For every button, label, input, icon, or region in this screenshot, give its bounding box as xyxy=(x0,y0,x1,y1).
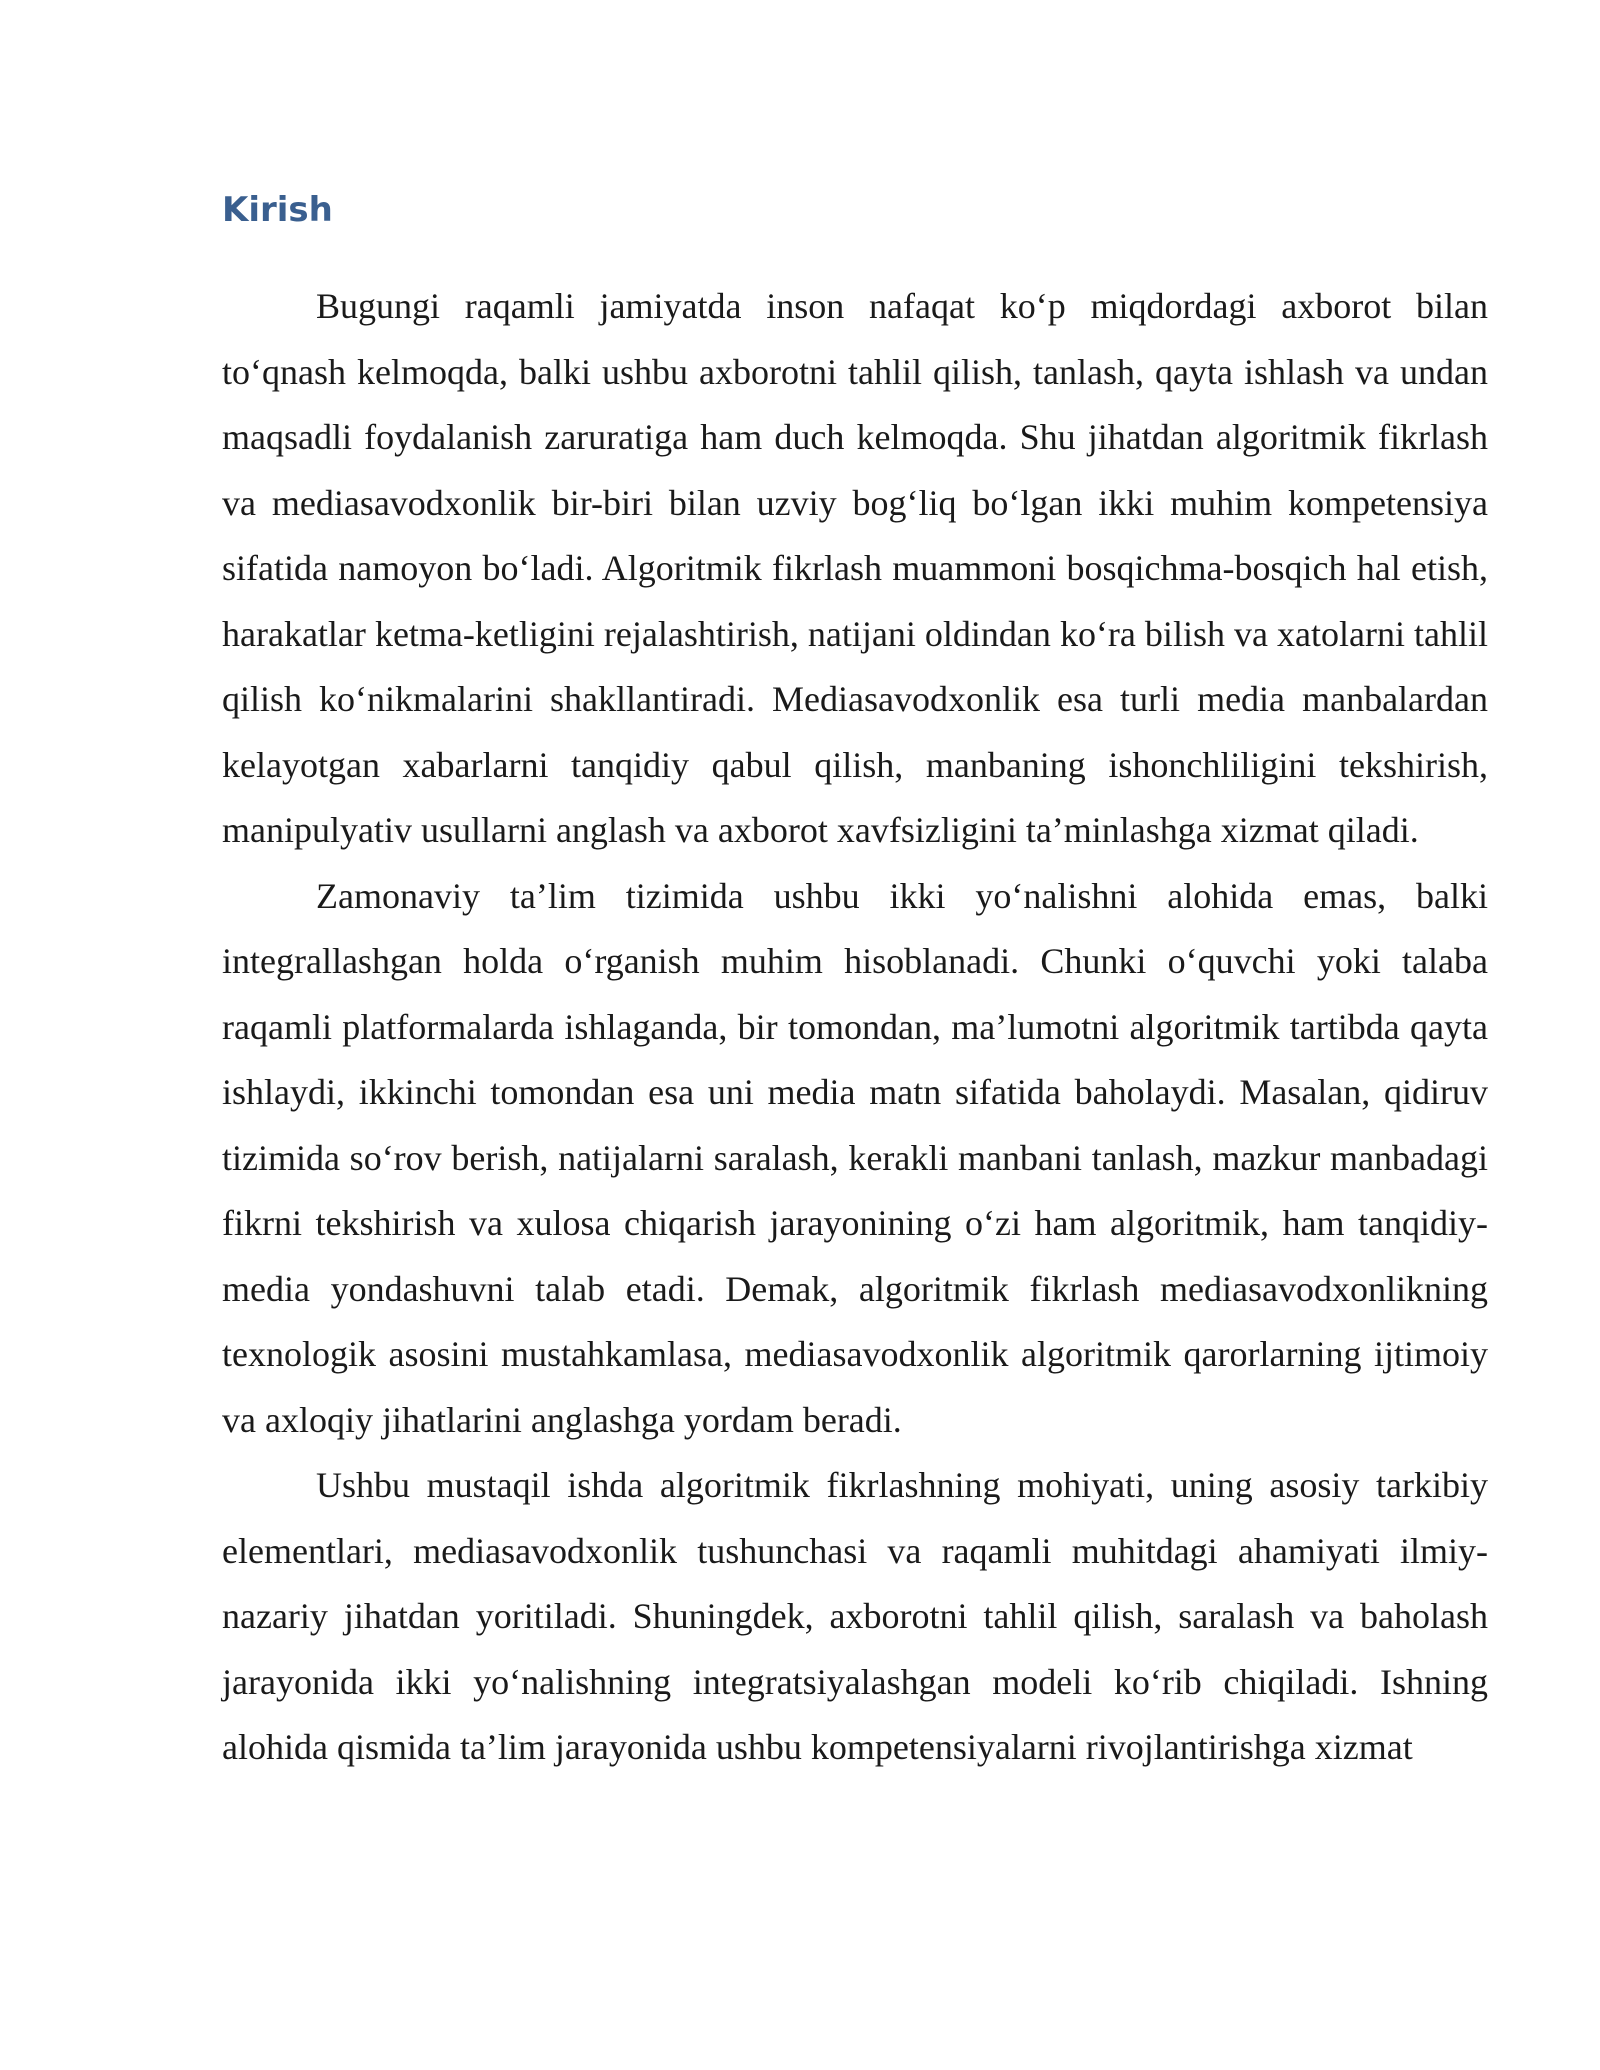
paragraph-2: Zamonaviy ta’lim tizimida ushbu ikki yo‘nalishni alohida emas, balki integrallashgan holda o‘rganish muhim hisoblanadi. Chunki o‘quvchi yoki talaba raqamli platformalarda ishlaganda, bir tomondan, ma’lumotni algoritmik tartibda qayta ishlaydi, ikkinchi tomondan esa uni media matn sifatida baholaydi. Masalan, qidiruv tizimida so‘rov berish, natijalarni saralash, kerakli manbani tanlash, mazkur manbadagi fikrni tekshirish va xulosa chiqarish jarayonining o‘zi ham algoritmik, ham tanqidiy-media yondashuvni talab etadi. Demak, algoritmik fikrlash mediasavodxonlikning texnologik asosini mustahkamlasa, mediasavodxonlik algoritmik qarorlarning ijtimoiy va axloqiy jihatlarini anglashga yordam beradi. xyxy=(222,875,1488,1440)
document-body xyxy=(222,186,1488,1781)
paragraph-1: Bugungi raqamli jamiyatda inson nafaqat ko‘p miqdordagi axborot bilan to‘qnash kelmoqda, balki ushbu axborotni tahlil qilish, tanlash, qayta ishlash va undan maqsadli foydalanish zaruratiga ham duch kelmoqda. Shu jihatdan algoritmik fikrlash va mediasavodxonlik bir-biri bilan uzviy bog‘liq bo‘lgan ikki muhim kompetensiya sifatida namoyon bo‘ladi. Algoritmik fikrlash muammoni bosqichma-bosqich hal etish, harakatlar ketma-ketligini rejalashtirish, natijani oldindan ko‘ra bilish va xatolarni tahlil qilish ko‘nikmalarini shakllantiradi. Mediasavodxonlik esa turli media manbalardan kelayotgan xabarlarni tanqidiy qabul qilish, manbaning ishonchliligini tekshirish, manipulyativ usullarni anglash va axborot xavfsizligini ta’minlashga xizmat qiladi. xyxy=(222,286,1488,850)
paragraph-3: Ushbu mustaqil ishda algoritmik fikrlashning mohiyati, uning asosiy tarkibiy elementlari, mediasavodxonlik tushunchasi va raqamli muhitdagi ahamiyati ilmiy-nazariy jihatdan yoritiladi. Shuningdek, axborotni tahlil qilish, saralash va baholash jarayonida ikki yo‘nalishning integratsiyalashgan modeli ko‘rib chiqiladi. Ishning alohida qismida ta’lim jarayonida ushbu kompetensiyalarni rivojlantirishga xizmat xyxy=(222,1465,1488,1767)
section-heading: Kirish xyxy=(222,190,333,230)
